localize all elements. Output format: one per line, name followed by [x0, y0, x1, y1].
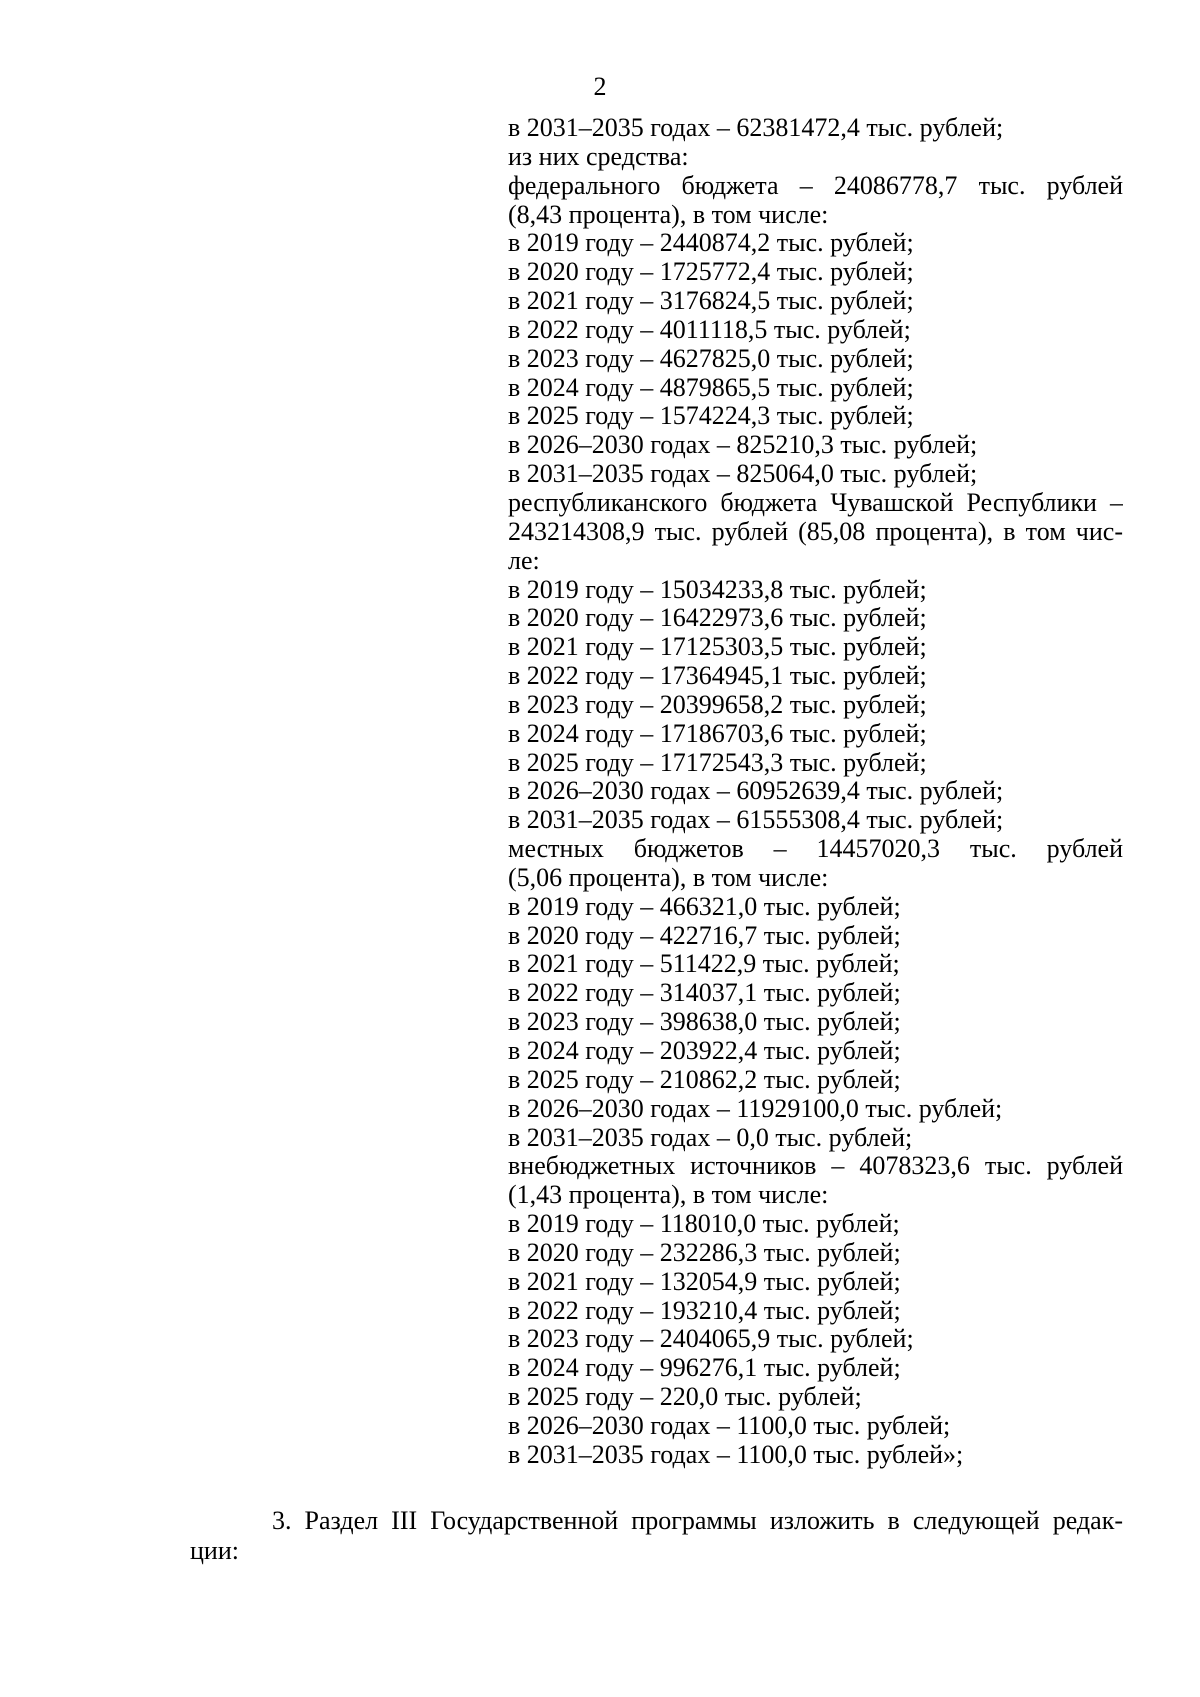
text-line: в 2021 году – 132054,9 тыс. рублей;	[508, 1266, 901, 1296]
text-line: в 2025 году – 1574224,3 тыс. рублей;	[508, 401, 914, 431]
text-line: в 2020 году – 16422973,6 тыс. рублей;	[508, 603, 927, 633]
text-line: в 2024 году – 996276,1 тыс. рублей;	[508, 1353, 901, 1383]
text-line: в 2023 году – 20399658,2 тыс. рублей;	[508, 689, 927, 719]
text-line: в 2024 году – 203922,4 тыс. рублей;	[508, 1036, 901, 1065]
text-line: в 2021 году – 3176824,5 тыс. рублей;	[508, 286, 914, 316]
text-line: в 2022 году – 4011118,5 тыс. рублей;	[508, 314, 911, 344]
text-line: (8,43 процента), в том числе:	[508, 199, 829, 229]
text-line: в 2020 году – 1725772,4 тыс. рублей;	[508, 257, 914, 287]
text-line: в 2021 году – 511422,9 тыс. рублей;	[508, 949, 900, 979]
text-line: в 2031–2035 годах – 61555308,4 тыс. рублей;	[508, 805, 1004, 835]
text-line: в 2019 году – 15034233,8 тыс. рублей;	[508, 574, 927, 604]
text-line: в 2023 году – 398638,0 тыс. рублей;	[508, 1007, 901, 1037]
text-line: (1,43 процента), в том числе:	[508, 1180, 829, 1210]
text-line: в 2025 году – 220,0 тыс. рублей;	[508, 1382, 862, 1412]
text-line: в 2019 году – 466321,0 тыс. рублей;	[508, 891, 901, 921]
paragraph-line: ции:	[190, 1536, 239, 1565]
section-3-paragraph	[190, 1506, 1123, 1566]
text-line: в 2024 году – 4879865,5 тыс. рублей;	[508, 372, 914, 402]
text-line: в 2019 году – 2440874,2 тыс. рублей;	[508, 228, 914, 258]
text-line: в 2026–2030 годах – 1100,0 тыс. рублей;	[508, 1410, 951, 1440]
text-line: в 2024 году – 17186703,6 тыс. рублей;	[508, 718, 927, 748]
text-line: в 2023 году – 2404065,9 тыс. рублей;	[508, 1324, 914, 1354]
text-line: в 2025 году – 17172543,3 тыс. рублей;	[508, 747, 927, 777]
page-number: 2	[593, 72, 607, 101]
text-line: в 2023 году – 4627825,0 тыс. рублей;	[508, 343, 914, 373]
text-line: в 2031–2035 годах – 62381472,4 тыс. рублей;	[508, 113, 1004, 142]
text-line: в 2031–2035 годах – 825064,0 тыс. рублей;	[508, 459, 978, 489]
text-line: в 2026–2030 годах – 60952639,4 тыс. рублей;	[508, 776, 1004, 806]
text-line: республиканского бюджета Чувашской Республики –	[508, 488, 1123, 517]
text-line: в 2019 году – 118010,0 тыс. рублей;	[508, 1209, 900, 1239]
text-line: в 2031–2035 годах – 0,0 тыс. рублей;	[508, 1122, 913, 1152]
text-line: в 2021 году – 17125303,5 тыс. рублей;	[508, 632, 927, 662]
text-line: в 2020 году – 232286,3 тыс. рублей;	[508, 1237, 901, 1267]
text-line: в 2026–2030 годах – 11929100,0 тыс. рублей;	[508, 1093, 1003, 1123]
text-line: в 2025 году – 210862,2 тыс. рублей;	[508, 1064, 901, 1094]
text-line: в 2022 году – 193210,4 тыс. рублей;	[508, 1295, 901, 1325]
text-line: из них средства:	[508, 141, 689, 171]
text-line: ле:	[508, 545, 540, 575]
funding-breakdown	[508, 114, 1123, 1470]
text-line: в 2022 году – 17364945,1 тыс. рублей;	[508, 661, 927, 691]
text-line: федерального бюджета – 24086778,7 тыс. рублей	[508, 171, 1123, 200]
paragraph-line: 3. Раздел III Государственной программы изложить в следующей редак-	[272, 1506, 1123, 1535]
text-line: в 2026–2030 годах – 825210,3 тыс. рублей;	[508, 430, 978, 460]
text-line: внебюджетных источников – 4078323,6 тыс. рублей	[508, 1152, 1123, 1181]
text-line: 243214308,9 тыс. рублей (85,08 процента), в том чис-	[508, 517, 1123, 546]
text-line: в 2022 году – 314037,1 тыс. рублей;	[508, 978, 901, 1008]
text-line: в 2020 году – 422716,7 тыс. рублей;	[508, 920, 901, 950]
text-line: в 2031–2035 годах – 1100,0 тыс. рублей»;	[508, 1439, 964, 1469]
text-line: местных бюджетов – 14457020,3 тыс. рублей	[508, 835, 1123, 864]
text-line: (5,06 процента), в том числе:	[508, 862, 829, 892]
